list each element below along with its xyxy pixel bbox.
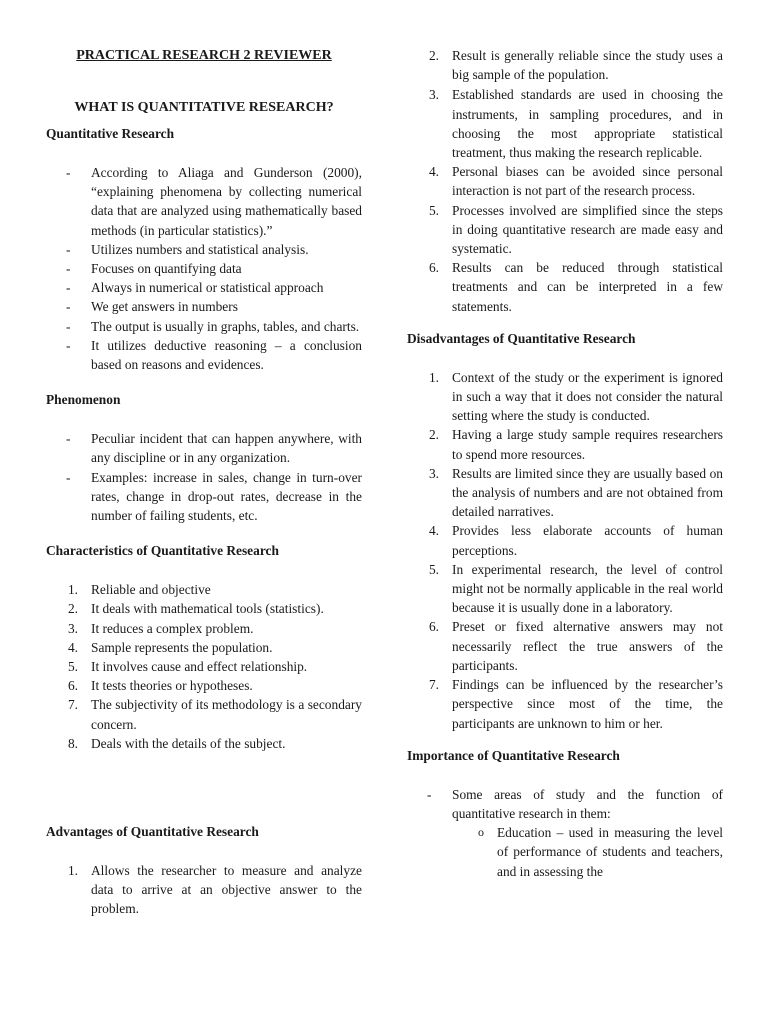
list-item: 2. It deals with mathematical tools (statistics).	[46, 599, 362, 618]
number-marker: 1.	[67, 863, 78, 879]
list-item: o Education – used in measuring the level of performance of students and teachers, and in assessing the	[478, 825, 723, 879]
list-item: - We get answers in numbers	[46, 297, 362, 316]
list-item: 8. Deals with the details of the subject.	[46, 734, 362, 753]
number-marker: 7.	[67, 697, 78, 713]
number-marker: 2.	[428, 48, 439, 63]
dash-marker: -	[66, 261, 71, 277]
list-item: - According to Aliaga and Gunderson (2000), “explaining phenomena by collecting numerical data that are analyzed using mathematically based methods (in particular statistics).”	[66, 165, 362, 238]
heading-importance: Importance of Quantitative Research	[407, 747, 620, 763]
dash-marker: -	[66, 280, 71, 296]
list-item: - Some areas of study and the function of quantitative research in them:	[427, 786, 723, 821]
heading-quantitative-research: Quantitative Research	[46, 126, 175, 141]
number-marker: 2.	[67, 601, 78, 617]
list-item: 2. Result is generally reliable since the study uses a big sample of the population.	[407, 46, 723, 84]
dash-marker: -	[66, 299, 71, 315]
disadvantages-list	[407, 368, 723, 733]
importance-list	[407, 785, 723, 823]
list-item: - Examples: increase in sales, change in turn-over rates, change in drop-out rates, decrease in the number of failing students, etc.	[66, 469, 362, 524]
advantages-list-start	[46, 861, 362, 919]
number-marker: 4.	[67, 639, 78, 655]
list-item: - Always in numerical or statistical approach	[46, 278, 362, 297]
list-item: - Focuses on quantifying data	[46, 259, 362, 278]
quantitative-research-list	[46, 163, 362, 374]
list-item: 1. Reliable and objective	[46, 580, 362, 599]
number-marker: 6.	[428, 260, 439, 276]
list-item: 5. It involves cause and effect relationship.	[46, 657, 362, 676]
list-item: 1. Context of the study or the experiment is ignored in such a way that it does not consider the natural setting where the study is conducted.	[407, 368, 723, 426]
number-marker: 5.	[428, 561, 439, 577]
dash-marker: -	[66, 337, 71, 353]
left-column	[46, 40, 362, 919]
dash-marker: -	[66, 469, 71, 485]
list-item: - Utilizes numbers and statistical analysis.	[46, 240, 362, 259]
number-marker: 1.	[428, 369, 439, 385]
list-item: 4. Sample represents the population.	[46, 638, 362, 657]
number-marker: 5.	[67, 659, 78, 675]
characteristics-list	[46, 580, 362, 753]
number-marker: 4.	[428, 164, 439, 180]
list-item: 5. In experimental research, the level of control might not be normally applicable in the real world because it is usually done in a laboratory.	[407, 560, 723, 618]
number-marker: 6.	[67, 678, 78, 694]
number-marker: 8.	[67, 735, 78, 751]
list-item: 6. Preset or fixed alternative answers may not necessarily reflect the true answers of the participants.	[407, 617, 723, 675]
dash-marker: -	[66, 318, 71, 334]
heading-advantages: Advantages of Quantitative Research	[46, 824, 259, 840]
number-marker: 4.	[428, 523, 439, 539]
heading-phenomenon: Phenomenon	[46, 392, 121, 408]
importance-sublist	[452, 823, 723, 881]
list-item: 7. The subjectivity of its methodology is a secondary concern.	[46, 695, 362, 733]
heading-characteristics: Characteristics of Quantitative Research	[46, 543, 279, 559]
dash-marker: -	[66, 241, 71, 257]
number-marker: 1.	[67, 582, 78, 598]
list-item: 4. Personal biases can be avoided since personal interaction is not part of the research process.	[407, 162, 723, 200]
circle-bullet-marker: o	[478, 825, 484, 840]
dash-marker: -	[66, 431, 71, 447]
number-marker: 3.	[67, 620, 78, 636]
number-marker: 3.	[428, 465, 439, 481]
section-title: WHAT IS QUANTITATIVE RESEARCH?	[74, 100, 334, 115]
list-item: 6. Results can be reduced through statistical treatments and can be interpreted in a few statements.	[407, 258, 723, 316]
list-item: 1. Allows the researcher to measure and analyze data to arrive at an objective answer to the problem.	[46, 861, 362, 919]
list-item: - The output is usually in graphs, tables, and charts.	[46, 317, 362, 336]
list-item: - It utilizes deductive reasoning – a conclusion based on reasons and evidences.	[66, 337, 362, 373]
list-item: 3. Established standards are used in choosing the instruments, in sampling procedures, and in choosing the most appropriate statistical treatment, thus making the research replicable.	[407, 85, 723, 162]
list-item: 3. Results are limited since they are usually based on the analysis of numbers and are not obtained from detailed narratives.	[407, 464, 723, 522]
dash-marker: -	[66, 165, 71, 180]
list-item: 6. It tests theories or hypotheses.	[46, 676, 362, 695]
list-item: 5. Processes involved are simplified since the steps in doing quantitative research are made easy and systematic.	[407, 201, 723, 259]
number-marker: 7.	[428, 677, 439, 693]
right-column	[407, 46, 723, 881]
number-marker: 5.	[428, 202, 439, 218]
number-marker: 3.	[428, 87, 439, 103]
list-item: 2. Having a large study sample requires researchers to spend more resources.	[407, 425, 723, 463]
heading-disadvantages: Disadvantages of Quantitative Research	[407, 330, 636, 346]
number-marker: 6.	[428, 619, 439, 635]
advantages-list-continued	[407, 46, 723, 316]
document-title: PRACTICAL RESEARCH 2 REVIEWER	[76, 48, 332, 63]
phenomenon-list	[46, 429, 362, 525]
list-item: 4. Provides less elaborate accounts of human perceptions.	[407, 521, 723, 559]
list-item: - Peculiar incident that can happen anywhere, with any discipline or in any organization.	[66, 431, 362, 466]
number-marker: 2.	[428, 427, 439, 443]
list-item: 3. It reduces a complex problem.	[46, 619, 362, 638]
dash-marker: -	[427, 786, 432, 802]
list-item: 7. Findings can be influenced by the researcher’s perspective since most of the time, the participants are unknown to him or her.	[407, 675, 723, 733]
